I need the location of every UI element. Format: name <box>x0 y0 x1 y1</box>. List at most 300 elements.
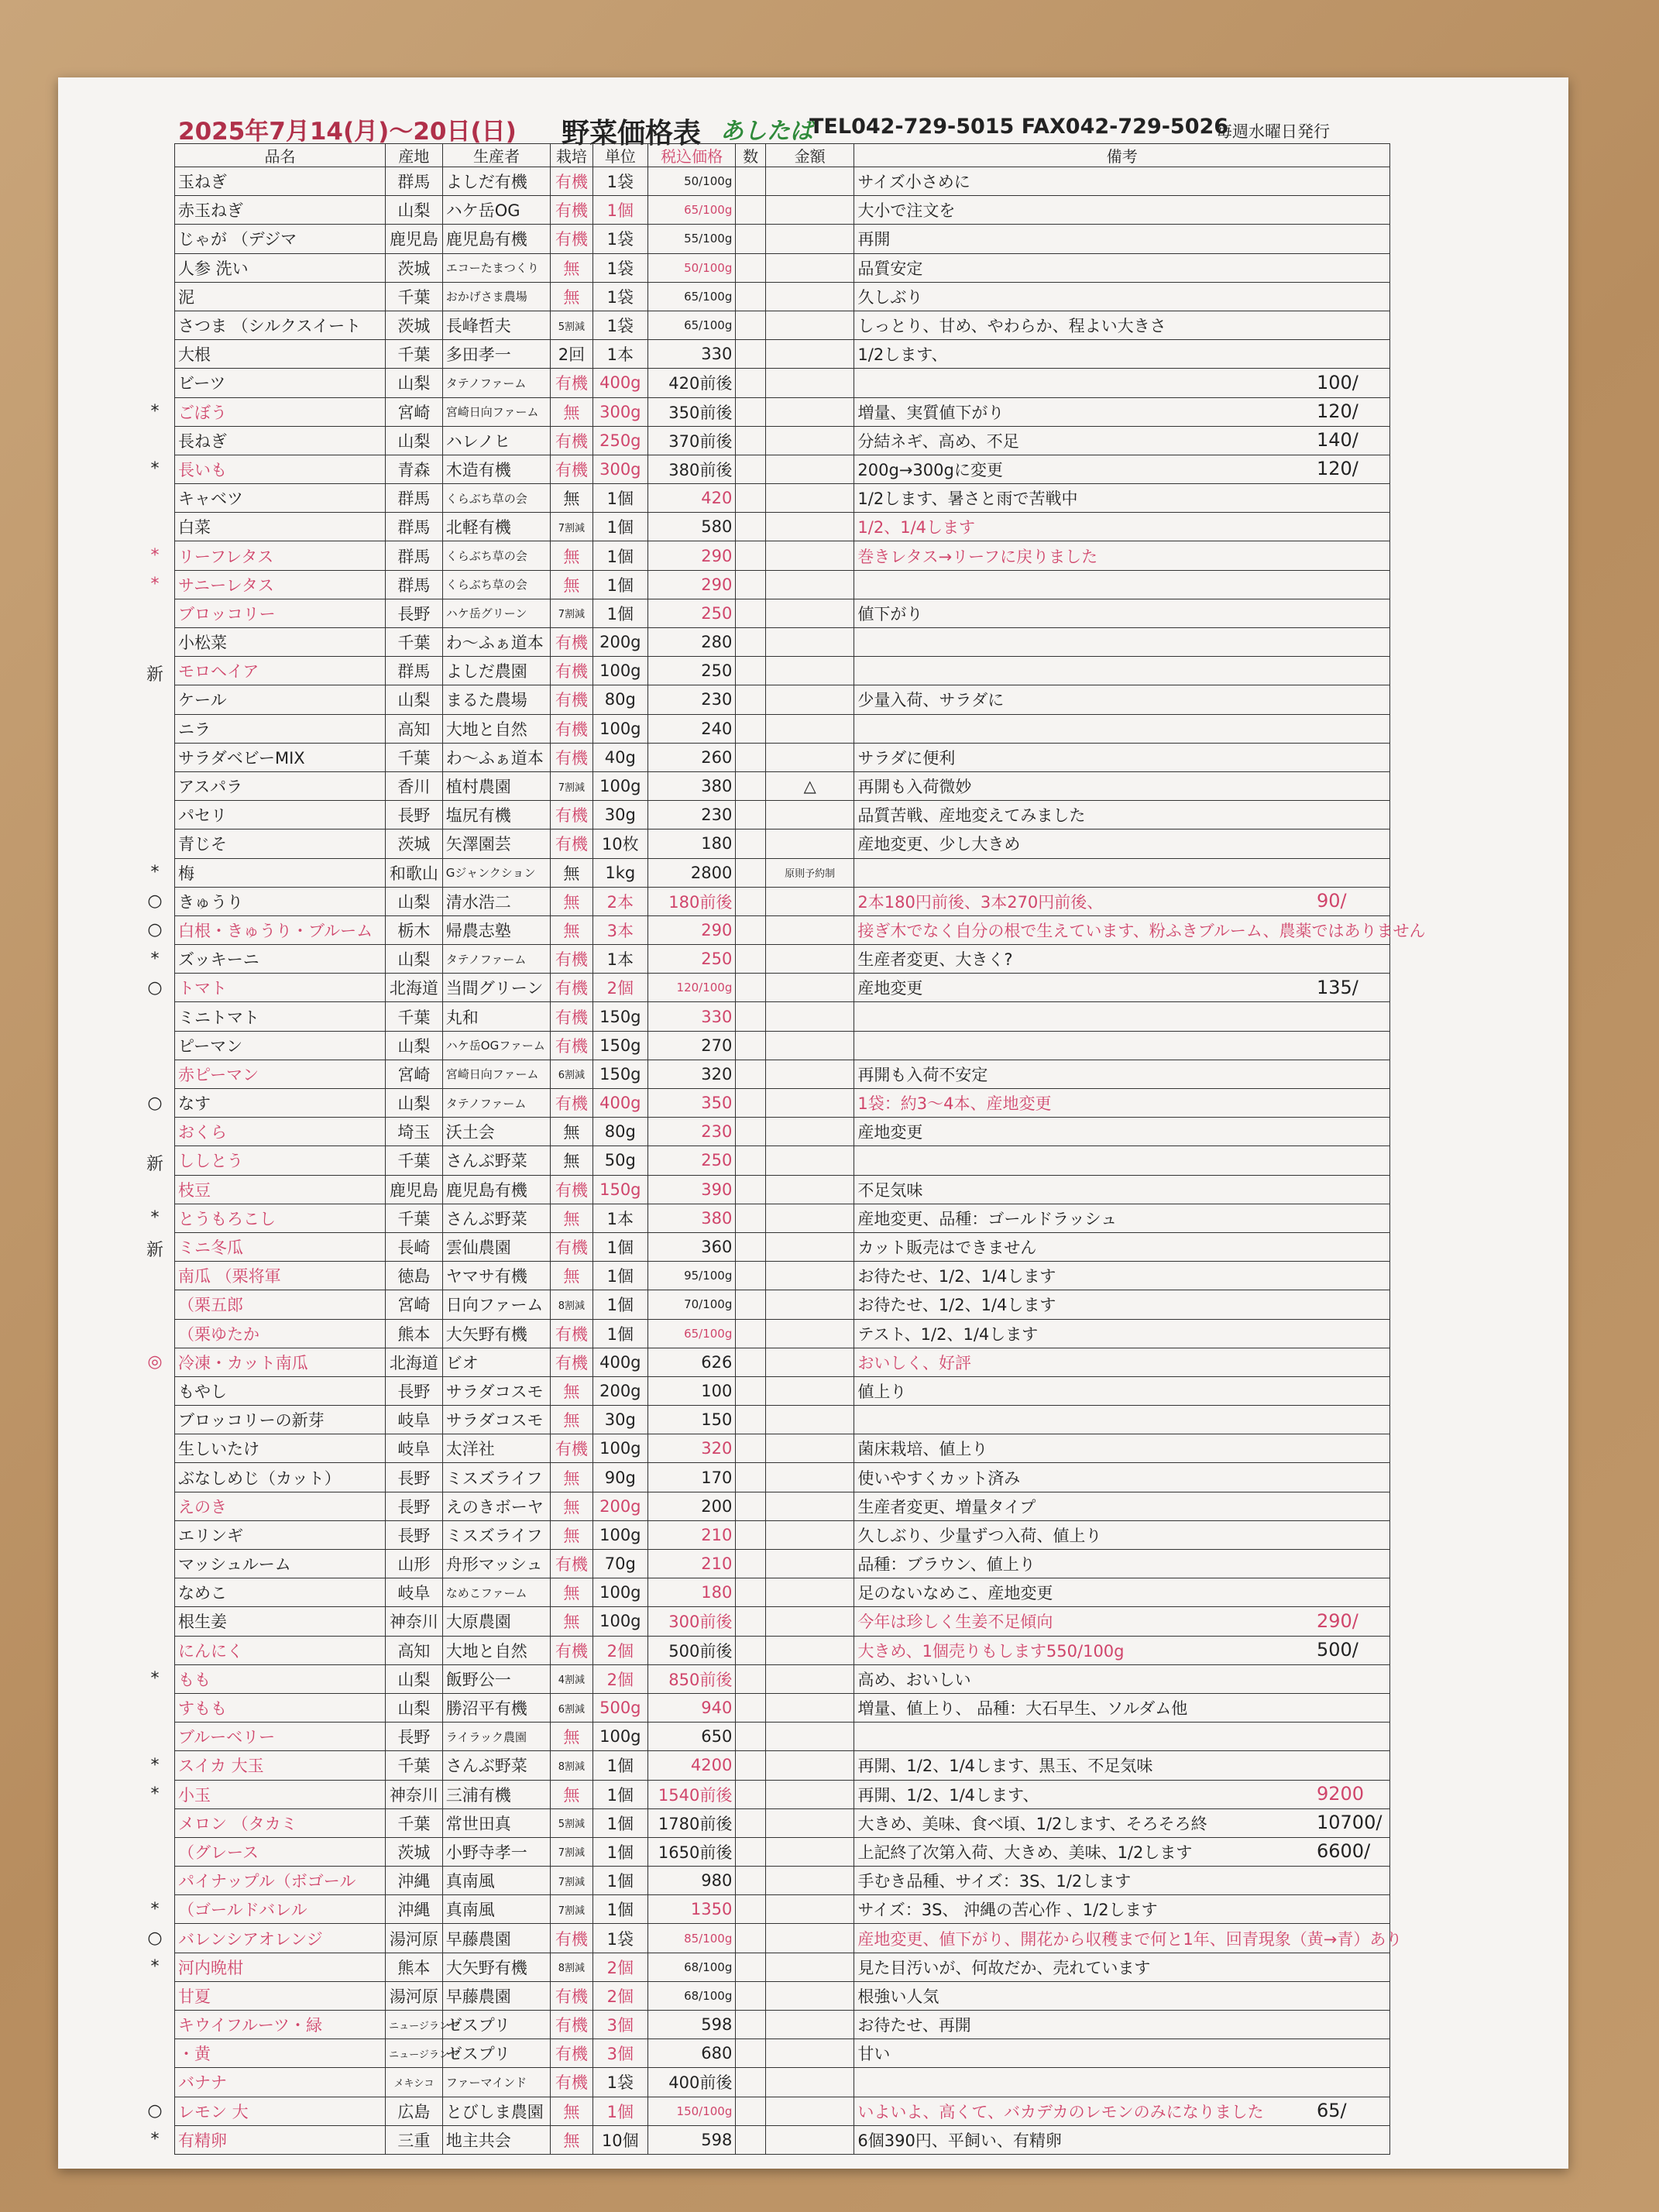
note: 不足気味 <box>854 1175 1390 1204</box>
table-row <box>175 801 1390 830</box>
producer: 常世田真 <box>442 1808 550 1837</box>
quantity-cell[interactable] <box>736 1808 766 1837</box>
price: 500前後 <box>648 1636 736 1664</box>
cultivation: 有機 <box>551 225 592 253</box>
unit: 1本 <box>592 1204 647 1232</box>
origin: 熊本 <box>386 1953 443 1981</box>
quantity-cell[interactable] <box>736 1434 766 1463</box>
price: 330 <box>648 340 736 369</box>
price: 230 <box>648 685 736 714</box>
quantity-cell[interactable] <box>736 915 766 944</box>
producer: ミスズライフ <box>442 1463 550 1492</box>
quantity-cell[interactable] <box>736 1664 766 1693</box>
note: 産地変更 <box>854 974 1390 1002</box>
amount-cell <box>765 2097 854 2125</box>
table-row <box>175 1550 1390 1578</box>
side-note: 120/ <box>1317 400 1358 422</box>
quantity-cell[interactable] <box>736 628 766 657</box>
quantity-cell[interactable] <box>736 340 766 369</box>
unit: 400g <box>592 1348 647 1376</box>
quantity-cell[interactable] <box>736 1290 766 1319</box>
producer: おかげさま農場 <box>442 282 550 311</box>
cultivation: 有機 <box>551 1348 592 1376</box>
price: 210 <box>648 1550 736 1578</box>
quantity-cell[interactable] <box>736 1953 766 1981</box>
cultivation: 7割減 <box>551 771 592 800</box>
quantity-cell[interactable] <box>736 1837 766 1866</box>
unit: 100g <box>592 1723 647 1751</box>
quantity-cell[interactable] <box>736 513 766 541</box>
table-row <box>175 714 1390 743</box>
note: お待たせ、再開 <box>854 2011 1390 2039</box>
amount-cell <box>765 2068 854 2097</box>
amount-cell <box>765 2125 854 2154</box>
quantity-cell[interactable] <box>736 1981 766 2010</box>
amount-cell <box>765 1290 854 1319</box>
quantity-cell[interactable] <box>736 2068 766 2097</box>
note: 大きめ、1個売りもします550/100g <box>854 1636 1390 1664</box>
table-row <box>175 1636 1390 1664</box>
quantity-cell[interactable] <box>736 1406 766 1434</box>
cultivation: 有機 <box>551 2068 592 2097</box>
price: 1540前後 <box>648 1780 736 1808</box>
note: 品質苦戦、産地変えてみました <box>854 801 1390 830</box>
producer: くらぶち草の会 <box>442 570 550 599</box>
price: 100 <box>648 1376 736 1405</box>
origin: 長野 <box>386 801 443 830</box>
unit: 1袋 <box>592 311 647 339</box>
side-note: 6600/ <box>1317 1840 1371 1863</box>
cultivation: 5割減 <box>551 311 592 339</box>
quantity-cell[interactable] <box>736 1867 766 1895</box>
quantity-cell[interactable] <box>736 2039 766 2068</box>
table-header-row <box>175 144 1390 167</box>
price: 210 <box>648 1520 736 1549</box>
producer: 清水浩二 <box>442 887 550 915</box>
price: 68/100g <box>648 1981 736 2010</box>
amount-cell <box>765 714 854 743</box>
amount-cell <box>765 1376 854 1405</box>
price: 320 <box>648 1434 736 1463</box>
unit: 1個 <box>592 1780 647 1808</box>
quantity-cell[interactable] <box>736 484 766 513</box>
quantity-cell[interactable] <box>736 196 766 225</box>
amount-cell <box>765 1808 854 1837</box>
unit: 1個 <box>592 196 647 225</box>
amount-cell <box>765 1550 854 1578</box>
price: 370前後 <box>648 426 736 455</box>
quantity-cell[interactable] <box>736 225 766 253</box>
row-marker: * <box>150 1784 160 1804</box>
table-row <box>175 1751 1390 1780</box>
quantity-cell[interactable] <box>736 2097 766 2125</box>
producer: 矢澤園芸 <box>442 830 550 858</box>
table-row <box>175 1290 1390 1319</box>
col-header-notes: 備考 <box>854 144 1390 167</box>
producer: ミスズライフ <box>442 1520 550 1549</box>
item-name: モロヘイア <box>175 657 386 685</box>
amount-cell <box>765 570 854 599</box>
unit: 1個 <box>592 570 647 599</box>
table-row <box>175 513 1390 541</box>
origin: 山梨 <box>386 1664 443 1693</box>
price: 300前後 <box>648 1607 736 1636</box>
amount-cell <box>765 1780 854 1808</box>
note: 再開も入荷不安定 <box>854 1060 1390 1088</box>
price: 4200 <box>648 1751 736 1780</box>
table-row <box>175 1981 1390 2010</box>
quantity-cell[interactable] <box>736 1924 766 1953</box>
table-row <box>175 628 1390 657</box>
cultivation: 無 <box>551 484 592 513</box>
amount-cell <box>765 253 854 282</box>
amount-cell <box>765 1636 854 1664</box>
table-row <box>175 1924 1390 1953</box>
cultivation: 有機 <box>551 455 592 483</box>
cultivation: 無 <box>551 397 592 426</box>
quantity-cell[interactable] <box>736 1089 766 1118</box>
quantity-cell[interactable] <box>736 1751 766 1780</box>
quantity-cell[interactable] <box>736 1492 766 1520</box>
quantity-cell[interactable] <box>736 1607 766 1636</box>
quantity-cell[interactable] <box>736 2011 766 2039</box>
quantity-cell[interactable] <box>736 974 766 1002</box>
unit: 2個 <box>592 974 647 1002</box>
cultivation: 有機 <box>551 1550 592 1578</box>
producer: 丸和 <box>442 1002 550 1031</box>
item-name: ミニトマト <box>175 1002 386 1031</box>
amount-cell <box>765 1837 854 1866</box>
table-row <box>175 945 1390 974</box>
cultivation: 有機 <box>551 196 592 225</box>
origin: 熊本 <box>386 1319 443 1348</box>
quantity-cell[interactable] <box>736 541 766 570</box>
unit: 1個 <box>592 1895 647 1924</box>
producer: 長峰哲夫 <box>442 311 550 339</box>
quantity-cell[interactable] <box>736 1175 766 1204</box>
amount-cell <box>765 426 854 455</box>
quantity-cell[interactable] <box>736 1262 766 1290</box>
quantity-cell[interactable] <box>736 253 766 282</box>
amount-cell <box>765 2011 854 2039</box>
table-row <box>175 2125 1390 2154</box>
quantity-cell[interactable] <box>736 1550 766 1578</box>
producer: よしだ有機 <box>442 167 550 196</box>
cultivation: 有機 <box>551 2039 592 2068</box>
unit: 3個 <box>592 2011 647 2039</box>
price: 250 <box>648 1146 736 1175</box>
quantity-cell[interactable] <box>736 657 766 685</box>
note: テスト、1/2、1/4します <box>854 1319 1390 1348</box>
amount-cell <box>765 225 854 253</box>
amount-cell <box>765 513 854 541</box>
amount-cell <box>765 1463 854 1492</box>
quantity-cell[interactable] <box>736 1376 766 1405</box>
price: 380 <box>648 1204 736 1232</box>
item-name: なめこ <box>175 1578 386 1607</box>
cultivation: 5割減 <box>551 1808 592 1837</box>
producer: 北軽有機 <box>442 513 550 541</box>
item-name: バレンシアオレンジ <box>175 1924 386 1953</box>
amount-cell <box>765 974 854 1002</box>
amount-cell <box>765 1348 854 1376</box>
quantity-cell[interactable] <box>736 1031 766 1060</box>
unit: 70g <box>592 1550 647 1578</box>
amount-cell <box>765 1146 854 1175</box>
producer: 早藤農園 <box>442 1924 550 1953</box>
amount-cell <box>765 1204 854 1232</box>
quantity-cell[interactable] <box>736 1693 766 1722</box>
cultivation: 有機 <box>551 369 592 397</box>
note <box>854 1406 1390 1434</box>
price: 360 <box>648 1232 736 1261</box>
quantity-cell[interactable] <box>736 714 766 743</box>
origin: 長崎 <box>386 1232 443 1261</box>
quantity-cell[interactable] <box>736 685 766 714</box>
quantity-cell[interactable] <box>736 369 766 397</box>
issue-note: 毎週水曜日発行 <box>1216 122 1330 141</box>
cultivation: 有機 <box>551 1981 592 2010</box>
producer: 塩尻有機 <box>442 801 550 830</box>
origin: 神奈川 <box>386 1780 443 1808</box>
row-marker: ○ <box>147 1928 163 1948</box>
cultivation: 無 <box>551 887 592 915</box>
quantity-cell[interactable] <box>736 1060 766 1088</box>
note: 1/2します、 <box>854 340 1390 369</box>
quantity-cell[interactable] <box>736 743 766 771</box>
note <box>854 1146 1390 1175</box>
note: 再開 <box>854 225 1390 253</box>
note: 少量入荷、サラダに <box>854 685 1390 714</box>
row-marker: ◎ <box>147 1352 163 1372</box>
producer: 大矢野有機 <box>442 1319 550 1348</box>
note: 増量、実質値下がり <box>854 397 1390 426</box>
cultivation: 有機 <box>551 1434 592 1463</box>
quantity-cell[interactable] <box>736 1002 766 1031</box>
cultivation: 有機 <box>551 628 592 657</box>
amount-cell <box>765 1751 854 1780</box>
item-name: ブロッコリー <box>175 599 386 627</box>
price: 68/100g <box>648 1953 736 1981</box>
note: 高め、おいしい <box>854 1664 1390 1693</box>
amount-cell <box>765 311 854 339</box>
unit: 30g <box>592 801 647 830</box>
quantity-cell[interactable] <box>736 945 766 974</box>
quantity-cell[interactable] <box>736 1520 766 1549</box>
quantity-cell[interactable] <box>736 570 766 599</box>
unit: 90g <box>592 1463 647 1492</box>
note: 値上り <box>854 1376 1390 1405</box>
item-name: パイナップル（ボゴール <box>175 1867 386 1895</box>
note <box>854 2068 1390 2097</box>
quantity-cell[interactable] <box>736 1118 766 1146</box>
amount-cell <box>765 1060 854 1088</box>
origin: 山梨 <box>386 887 443 915</box>
unit: 1個 <box>592 2097 647 2125</box>
quantity-cell[interactable] <box>736 311 766 339</box>
origin: ニュージランド <box>386 2039 443 2068</box>
amount-cell <box>765 1434 854 1463</box>
price: 400前後 <box>648 2068 736 2097</box>
quantity-cell[interactable] <box>736 2125 766 2154</box>
origin: 鹿児島 <box>386 1175 443 1204</box>
price: 940 <box>648 1693 736 1722</box>
note: 産地変更、品種：ゴールドラッシュ <box>854 1204 1390 1232</box>
quantity-cell[interactable] <box>736 1780 766 1808</box>
cultivation: 無 <box>551 1578 592 1607</box>
quantity-cell[interactable] <box>736 1232 766 1261</box>
quantity-cell[interactable] <box>736 1578 766 1607</box>
quantity-cell[interactable] <box>736 426 766 455</box>
producer: くらぶち草の会 <box>442 484 550 513</box>
note <box>854 570 1390 599</box>
note: 根強い人気 <box>854 1981 1390 2010</box>
amount-cell <box>765 945 854 974</box>
producer: 大地と自然 <box>442 714 550 743</box>
quantity-cell[interactable] <box>736 887 766 915</box>
row-marker: * <box>150 1899 160 1919</box>
producer: ビオ <box>442 1348 550 1376</box>
cultivation: 無 <box>551 2097 592 2125</box>
origin: 群馬 <box>386 167 443 196</box>
item-name: とうもろこし <box>175 1204 386 1232</box>
amount-cell <box>765 915 854 944</box>
producer: 雲仙農園 <box>442 1232 550 1261</box>
item-name: 赤ピーマン <box>175 1060 386 1088</box>
unit: 40g <box>592 743 647 771</box>
item-name: ブルーベリー <box>175 1723 386 1751</box>
quantity-cell[interactable] <box>736 397 766 426</box>
item-name: リーフレタス <box>175 541 386 570</box>
producer: 宮崎日向ファーム <box>442 397 550 426</box>
side-note: 500/ <box>1317 1639 1358 1661</box>
unit: 1個 <box>592 1262 647 1290</box>
quantity-cell[interactable] <box>736 167 766 196</box>
price: 260 <box>648 743 736 771</box>
item-name: （ゴールドバレル <box>175 1895 386 1924</box>
amount-cell <box>765 1867 854 1895</box>
table-row <box>175 1376 1390 1405</box>
price: 280 <box>648 628 736 657</box>
origin: 千葉 <box>386 1751 443 1780</box>
quantity-cell[interactable] <box>736 1204 766 1232</box>
amount-cell <box>765 1002 854 1031</box>
note: 見た目汚いが、何故だか、売れています <box>854 1953 1390 1981</box>
item-name: えのき <box>175 1492 386 1520</box>
row-marker: * <box>150 575 160 595</box>
quantity-cell[interactable] <box>736 1348 766 1376</box>
unit: 1個 <box>592 484 647 513</box>
quantity-cell[interactable] <box>736 858 766 887</box>
unit: 2個 <box>592 1664 647 1693</box>
quantity-cell[interactable] <box>736 1723 766 1751</box>
cultivation: 無 <box>551 2125 592 2154</box>
unit: 300g <box>592 455 647 483</box>
item-name: 冷凍・カット南瓜 <box>175 1348 386 1376</box>
table-row <box>175 484 1390 513</box>
price: 626 <box>648 1348 736 1376</box>
price: 250 <box>648 945 736 974</box>
unit: 1袋 <box>592 253 647 282</box>
quantity-cell[interactable] <box>736 599 766 627</box>
origin: 鹿児島 <box>386 225 443 253</box>
quantity-cell[interactable] <box>736 1319 766 1348</box>
unit: 1個 <box>592 599 647 627</box>
note: 品種：ブラウン、値上り <box>854 1550 1390 1578</box>
table-row <box>175 1578 1390 1607</box>
note: 産地変更、値下がり、開花から収穫まで何と1年、回青現象（黄→青）あり <box>854 1924 1390 1953</box>
item-name: レモン 大 <box>175 2097 386 2125</box>
quantity-cell[interactable] <box>736 830 766 858</box>
quantity-cell[interactable] <box>736 1895 766 1924</box>
origin: 山梨 <box>386 945 443 974</box>
item-name: 有精卵 <box>175 2125 386 2154</box>
producer: 日向ファーム <box>442 1290 550 1319</box>
quantity-cell[interactable] <box>736 1636 766 1664</box>
origin: 沖縄 <box>386 1895 443 1924</box>
note <box>854 1002 1390 1031</box>
amount-cell <box>765 282 854 311</box>
origin: 岐阜 <box>386 1406 443 1434</box>
price: 1650前後 <box>648 1837 736 1866</box>
cultivation: 無 <box>551 1607 592 1636</box>
price: 1780前後 <box>648 1808 736 1837</box>
producer: 多田孝一 <box>442 340 550 369</box>
unit: 400g <box>592 1089 647 1118</box>
amount-cell <box>765 1607 854 1636</box>
producer: さんぶ野菜 <box>442 1146 550 1175</box>
note: 生産者変更、増量タイプ <box>854 1492 1390 1520</box>
producer: 木造有機 <box>442 455 550 483</box>
origin: 群馬 <box>386 513 443 541</box>
amount-cell <box>765 1262 854 1290</box>
note: 足のないなめこ、産地変更 <box>854 1578 1390 1607</box>
quantity-cell[interactable] <box>736 801 766 830</box>
table-row <box>175 1434 1390 1463</box>
quantity-cell[interactable] <box>736 1146 766 1175</box>
cultivation: 無 <box>551 1520 592 1549</box>
cultivation: 無 <box>551 570 592 599</box>
quantity-cell[interactable] <box>736 455 766 483</box>
table-row <box>175 1867 1390 1895</box>
quantity-cell[interactable] <box>736 282 766 311</box>
note: 値下がり <box>854 599 1390 627</box>
unit: 200g <box>592 1376 647 1405</box>
col-header-price: 税込価格 <box>648 144 736 167</box>
table-row <box>175 915 1390 944</box>
quantity-cell[interactable] <box>736 771 766 800</box>
note: サイズ：3S、 沖縄の苦心作 、1/2します <box>854 1895 1390 1924</box>
amount-cell <box>765 369 854 397</box>
unit: 1袋 <box>592 1924 647 1953</box>
cultivation: 無 <box>551 541 592 570</box>
note: 1/2、1/4します <box>854 513 1390 541</box>
row-marker: * <box>150 1208 160 1228</box>
cultivation: 無 <box>551 1780 592 1808</box>
unit: 1個 <box>592 1232 647 1261</box>
unit: 2個 <box>592 1953 647 1981</box>
cultivation: 有機 <box>551 830 592 858</box>
cultivation: 無 <box>551 1146 592 1175</box>
note: 生産者変更、大きく? <box>854 945 1390 974</box>
table-row <box>175 1262 1390 1290</box>
quantity-cell[interactable] <box>736 1463 766 1492</box>
amount-cell <box>765 830 854 858</box>
col-header-name: 品名 <box>175 144 386 167</box>
table-row <box>175 397 1390 426</box>
origin: 千葉 <box>386 282 443 311</box>
producer: サラダコスモ <box>442 1406 550 1434</box>
